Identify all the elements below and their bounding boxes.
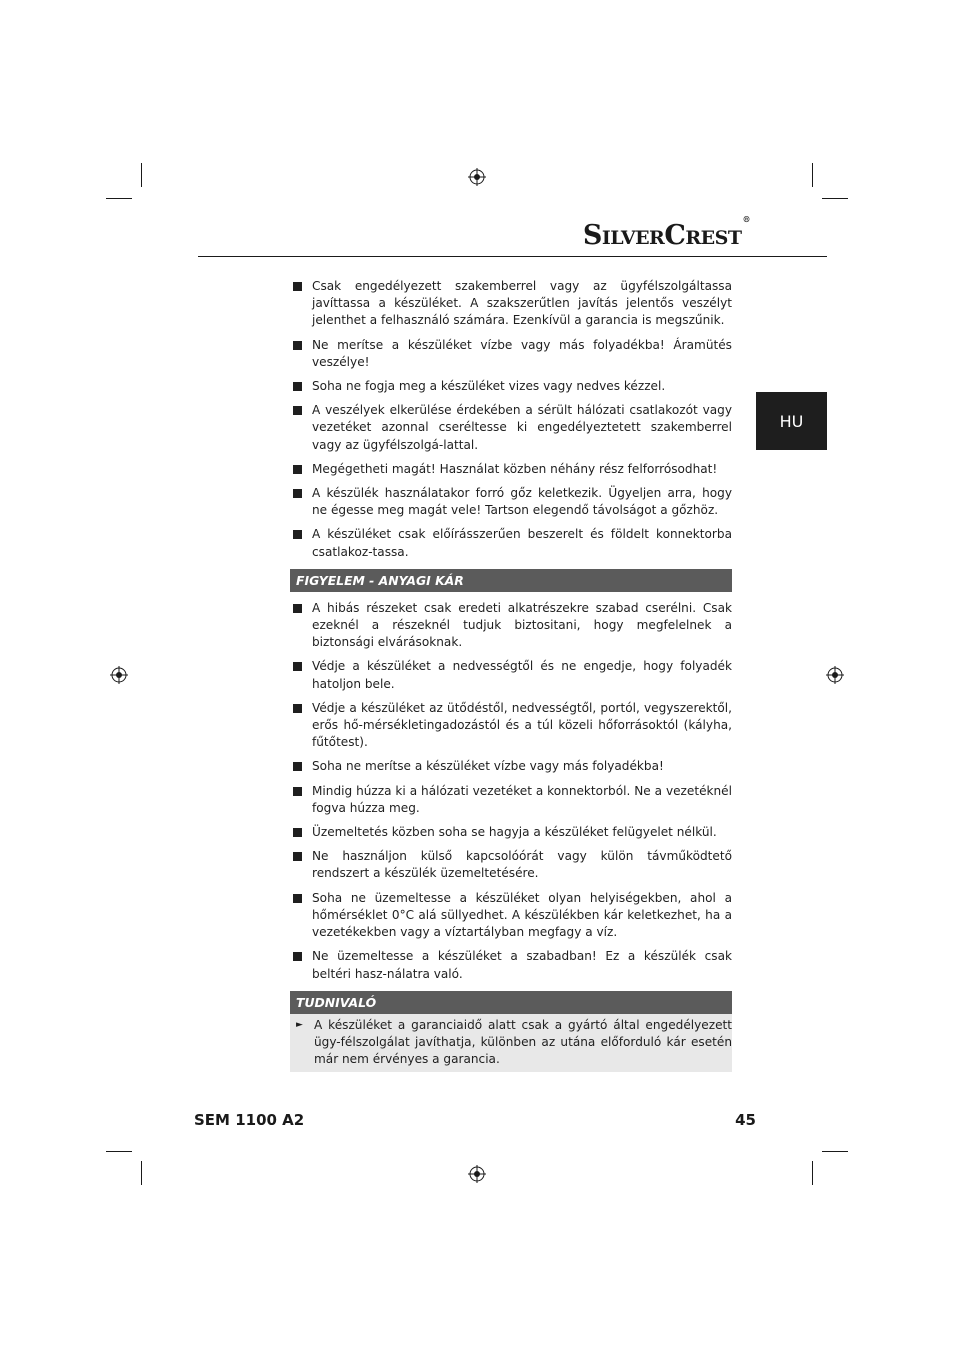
crop-mark: [106, 1151, 132, 1152]
list-item: Megégetheti magát! Használat közben néhány rész felforrósodhat!: [290, 461, 732, 478]
crop-mark: [812, 1161, 813, 1185]
list-item: Védje a készüléket az ütődéstől, nedvességtől, portól, vegyszerektől, erős hő-mérsékletingadozástól és a túl közeli hőforrásoktól (kályha, fűtőtest).: [290, 700, 732, 752]
list-item: Soha ne üzemeltesse a készüléket olyan helyiségekben, ahol a hőmérséklet 0°C alá süllyedhet. A készülékben kár keletkezhet, ha a vezetékekben vagy a víztartályban megfagy a víz.: [290, 890, 732, 942]
attention-heading: FIGYELEM - ANYAGI KÁR: [290, 569, 732, 592]
list-item: Ne üzemeltesse a készüléket a szabadban! Ez a készülék csak beltéri hasz-nálatra való.: [290, 948, 732, 982]
crop-mark: [141, 163, 142, 187]
square-bullet-icon: [293, 952, 302, 961]
square-bullet-icon: [293, 662, 302, 671]
list-item: Soha ne merítse a készüléket vízbe vagy más folyadékba!: [290, 758, 732, 775]
crop-mark: [812, 163, 813, 187]
square-bullet-icon: [293, 894, 302, 903]
square-bullet-icon: [293, 852, 302, 861]
list-item: Csak engedélyezett szakemberrel vagy az ügyfélszolgáltassa javíttassa a készüléket. A szakszerűtlen javítás jelentős veszélyt jelenthet a felhasználó számára. Ezenkívül a garancia is megszűnik.: [290, 278, 732, 330]
square-bullet-icon: [293, 704, 302, 713]
square-bullet-icon: [293, 382, 302, 391]
square-bullet-icon: [293, 762, 302, 771]
crop-mark: [822, 1151, 848, 1152]
note-item: ► A készüléket a garanciaidő alatt csak a gyártó által engedélyezett ügy-félszolgálat javíthatja, különben az utána előforduló kár esetén már nem érvényes a garancia.: [296, 1017, 732, 1067]
list-item: A készülék használatakor forró gőz keletkezik. Ügyeljen arra, hogy ne égesse meg magát vele! Tartson elegendő távolságot a gőzhöz.: [290, 485, 732, 519]
list-item: A készüléket csak előírásszerűen beszerelt és földelt konnektorba csatlakoz-tassa.: [290, 526, 732, 560]
model-number: SEM 1100 A2: [194, 1111, 305, 1129]
square-bullet-icon: [293, 489, 302, 498]
square-bullet-icon: [293, 828, 302, 837]
registration-target-icon: [826, 666, 844, 684]
brand-logo: SilverCrest®: [582, 214, 750, 251]
header-rule: [198, 256, 827, 257]
square-bullet-icon: [293, 787, 302, 796]
arrow-right-icon: ►: [296, 1019, 303, 1030]
main-content: [290, 278, 732, 1072]
square-bullet-icon: [293, 530, 302, 539]
list-item: Ne használjon külső kapcsolóórát vagy külön távműködtető rendszert a készülék üzemeltetésére.: [290, 848, 732, 882]
registration-target-icon: [468, 1165, 486, 1183]
list-item: Ne merítse a készüléket vízbe vagy más folyadékba! Áramütés veszélye!: [290, 337, 732, 371]
square-bullet-icon: [293, 282, 302, 291]
list-item: Soha ne fogja meg a készüléket vizes vagy nedves kézzel.: [290, 378, 732, 395]
square-bullet-icon: [293, 406, 302, 415]
list-item: A veszélyek elkerülése érdekében a sérült hálózati csatlakozót vagy vezetéket azonnal cseréltesse ki engedélyeztetett szakemberrel vagy az ügyfélszolgá-lattal.: [290, 402, 732, 454]
crop-mark: [822, 198, 848, 199]
note-heading: TUDNIVALÓ: [290, 991, 732, 1014]
square-bullet-icon: [293, 604, 302, 613]
list-item: Mindig húzza ki a hálózati vezetéket a konnektorból. Ne a vezetéknél fogva húzza meg.: [290, 783, 732, 817]
language-tab: [756, 392, 827, 450]
list-item: Üzemeltetés közben soha se hagyja a készüléket felügyelet nélkül.: [290, 824, 732, 841]
list-item: A hibás részeket csak eredeti alkatrészekre szabad cserélni. Csak ezeknél a részeknél tudjuk biztositani, hogy megfelelnek a biztonsági elvárásoknak.: [290, 600, 732, 652]
square-bullet-icon: [293, 341, 302, 350]
registration-target-icon: [468, 168, 486, 186]
crop-mark: [106, 198, 132, 199]
page-number: 45: [735, 1111, 756, 1129]
registration-target-icon: [110, 666, 128, 684]
language-tab-label: HU: [779, 411, 804, 431]
note-box: [290, 1014, 732, 1073]
list-item: Védje a készüléket a nedvességtől és ne engedje, hogy folyadék hatoljon bele.: [290, 658, 732, 692]
crop-mark: [141, 1161, 142, 1185]
square-bullet-icon: [293, 465, 302, 474]
